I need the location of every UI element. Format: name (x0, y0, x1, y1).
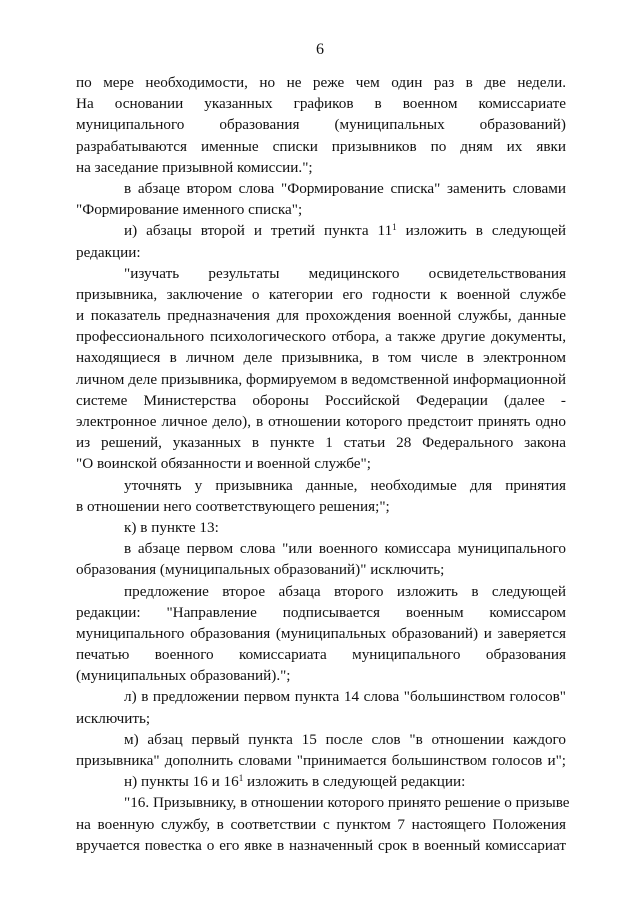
text-line: к) в пункте 13: (124, 518, 219, 536)
text-line: редакции: "Направление подписывается военным комиссаром (76, 603, 566, 621)
text-line: "16. Призывнику, в отношении которого принято решение о призыве (124, 794, 570, 812)
text-line: в абзаце втором слова "Формирование списка" заменить словами (124, 179, 566, 197)
text-line: призывника" дополнить словами "принимается большинством голосов и"; (76, 752, 566, 769)
page-number: 6 (316, 41, 324, 58)
text-line: призывника, заключение о категории его годности к военной службе (76, 285, 566, 303)
text-line: (муниципальных образований)."; (76, 667, 291, 685)
document-body (76, 72, 570, 856)
text-line: электронное личное дело), в отношении которого предстоит принять одно (76, 413, 566, 430)
text-line: На основании указанных графиков в военном комиссариате (76, 95, 566, 113)
text-line: "О воинской обязанности и военной службе"; (76, 455, 371, 473)
text-line: муниципального образования (муниципальных образований) и заверяется (76, 624, 566, 642)
text-line: в отношении него соответствующего решения;"; (76, 497, 390, 515)
text-line: м) абзац первый пункта 15 после слов "в отношении каждого (124, 730, 566, 748)
superscript: 1 (392, 222, 397, 233)
text-line: печатью военного комиссариата муниципального образования (76, 646, 566, 664)
text-line: профессионального психологического отбора, а также другие документы, (76, 328, 566, 346)
text-line: разрабатываются именные списки призывников по дням их явки (76, 137, 566, 155)
text-line: и показатель предназначения для прохождения военной службы, данные (76, 307, 566, 325)
text-line: вручается повестка о его явке в назначенный срок в военный комиссариат (76, 836, 566, 854)
text-line: на военную службу, в соответствии с пунктом 7 настоящего Положения (76, 815, 566, 833)
text-line: личном деле призывника, формируемом в ведомственной информационной (76, 370, 566, 388)
text-line: на заседание призывной комиссии."; (76, 158, 313, 176)
text-line: из решений, указанных в пункте 1 статьи 28 Федерального закона (76, 434, 566, 452)
text-line: находящиеся в личном деле призывника, в том числе в электронном (76, 349, 566, 367)
text-line: и) абзацы второй и третий пункта $11^1$ изложить в следующей (124, 222, 566, 240)
text-line: л) в предложении первом пункта 14 слова "большинством голосов" (124, 688, 566, 706)
text-line: редакции: (76, 243, 141, 261)
text-line: образования (муниципальных образований)" исключить; (76, 561, 445, 579)
text-line: уточнять у призывника данные, необходимые для принятия (124, 476, 566, 494)
text-line: "изучать результаты медицинского освидетельствования (124, 264, 566, 282)
text-line: "Формирование именного списка"; (76, 201, 303, 219)
text-line: муниципального образования (муниципальных образований) (76, 116, 566, 134)
text-line: системе Министерства обороны Российской Федерации (далее - (76, 391, 566, 409)
superscript: 1 (238, 773, 244, 784)
text-line: предложение второе абзаца второго изложить в следующей (124, 582, 566, 600)
text-line: исключить; (76, 709, 151, 727)
text-line: н) пункты 16 и $16^1$ изложить в следующей редакции: (124, 773, 466, 791)
text-line: в абзаце первом слова "или военного комиссара муниципального (124, 540, 566, 558)
text-line: по мере необходимости, но не реже чем один раз в две недели. (76, 74, 566, 91)
